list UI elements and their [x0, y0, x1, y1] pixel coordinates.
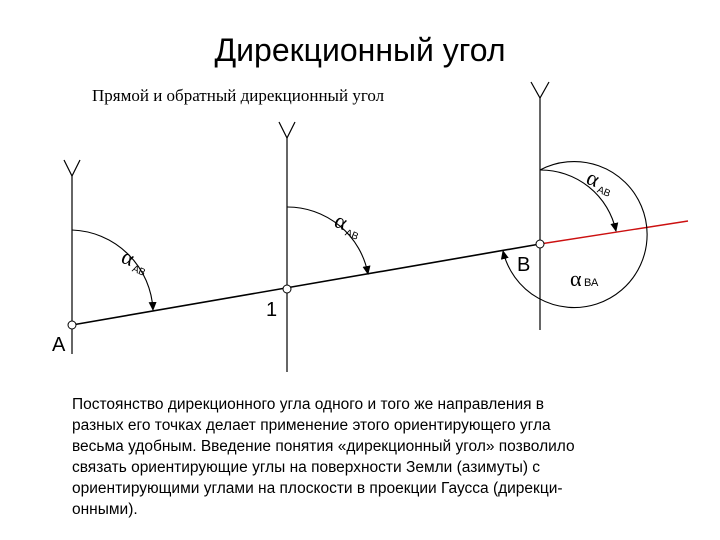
angle-label-b-back: [570, 266, 599, 291]
paragraph-line: Постоянство дирекционного угла одного и того же направления в: [72, 396, 545, 413]
point-1: [283, 285, 291, 293]
slide-title: Дирекционный угол: [214, 32, 506, 68]
angle-label-1-symbol: α: [331, 207, 352, 235]
angle-label-b-forward: [582, 164, 618, 199]
angle-label-b-forward-symbol: α: [583, 164, 604, 192]
paragraph-line: ориентирующими углами на плоскости в проекции Гаусса (дирекци-: [72, 480, 563, 497]
angle-label-1-sub: АВ: [343, 227, 360, 243]
angle-label-b-back-sub: ВА: [584, 277, 599, 289]
angle-label-a-sub: АВ: [130, 263, 147, 279]
point-b: [536, 240, 544, 248]
paragraph-line: связать ориентирующие углы на поверхности Земли (азимуты) с: [72, 459, 541, 476]
paragraph-line: онными).: [72, 501, 138, 518]
angle-arc-b-forward: [540, 170, 616, 231]
point-1-label: 1: [266, 299, 278, 321]
line-a-b: [72, 244, 540, 325]
point-b-label: B: [517, 254, 531, 276]
angle-label-a-symbol: α: [118, 243, 139, 271]
angle-label-1: [330, 207, 366, 242]
angle-label-b-back-symbol: α: [570, 266, 582, 291]
paragraph-line: весьма удобным. Введение понятия «дирекционный угол» позволило: [72, 438, 575, 455]
explanation-paragraph: [72, 394, 672, 520]
diagram-subtitle: Прямой и обратный дирекционный угол: [92, 86, 385, 105]
point-a-label: A: [52, 334, 66, 356]
angle-label-b-forward-sub: АВ: [595, 184, 612, 200]
point-a: [68, 321, 76, 329]
meridian-b: [531, 82, 549, 330]
paragraph-line: разных его точках делает применение этого ориентирующего угла: [72, 417, 551, 434]
meridian-1: [279, 122, 295, 372]
